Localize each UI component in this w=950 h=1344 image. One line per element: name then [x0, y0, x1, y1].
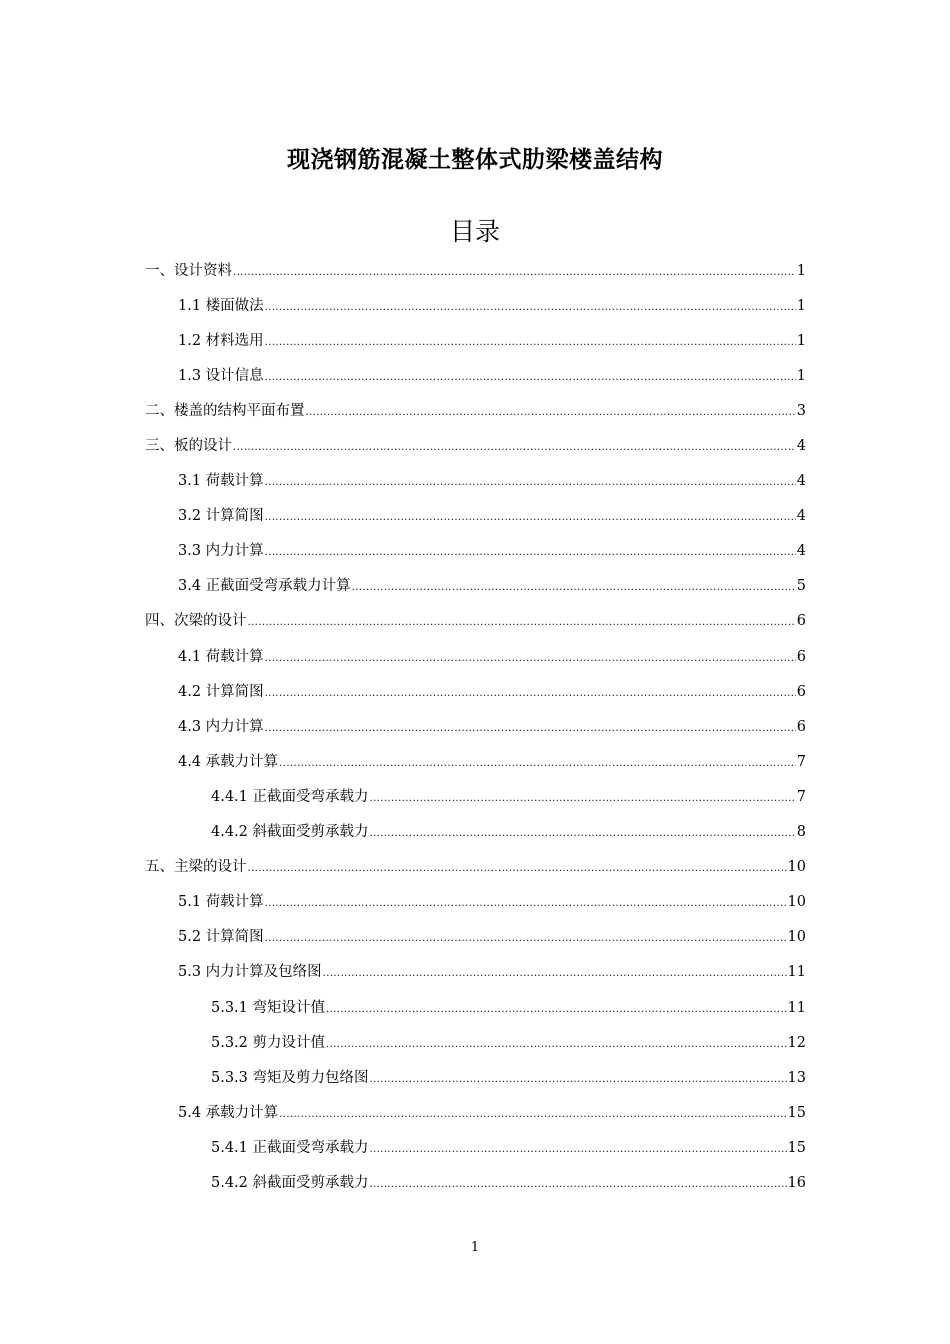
toc-leader-dots	[265, 893, 787, 911]
toc-entry-label: 3.4 正截面受弯承载力计算	[178, 578, 351, 595]
toc-entry[interactable]	[145, 1025, 806, 1060]
toc-entry-label: 3.3 内力计算	[178, 543, 264, 560]
table-of-contents	[145, 253, 806, 1201]
toc-entry[interactable]	[145, 499, 806, 534]
toc-entry-label: 四、次梁的设计	[145, 613, 247, 630]
toc-entry-label: 5.3.1 弯矩设计值	[211, 999, 326, 1016]
toc-entry[interactable]	[145, 639, 806, 674]
toc-entry[interactable]	[145, 1060, 806, 1095]
toc-entry[interactable]	[145, 920, 806, 955]
toc-entry-page: 11	[787, 964, 806, 981]
toc-entry[interactable]	[145, 358, 806, 393]
toc-entry-page: 16	[787, 1174, 806, 1191]
toc-entry-page: 5	[796, 578, 806, 595]
toc-leader-dots	[326, 999, 787, 1017]
toc-leader-dots	[370, 823, 796, 841]
toc-entry[interactable]	[145, 1095, 806, 1130]
toc-entry-label: 3.2 计算简图	[178, 508, 264, 525]
toc-entry[interactable]	[145, 604, 806, 639]
toc-leader-dots	[233, 262, 796, 280]
toc-entry[interactable]	[145, 674, 806, 709]
toc-entry-page: 12	[787, 1034, 806, 1051]
toc-leader-dots	[323, 963, 787, 981]
toc-leader-dots	[265, 297, 796, 315]
toc-entry-label: 4.1 荷载计算	[178, 648, 264, 665]
toc-entry-page: 10	[787, 894, 806, 911]
toc-entry-page: 1	[796, 262, 806, 279]
toc-entry[interactable]	[145, 1165, 806, 1200]
toc-entry-page: 8	[796, 824, 806, 841]
toc-entry-label: 5.2 计算简图	[178, 929, 264, 946]
toc-heading: 目录	[449, 217, 500, 246]
toc-entry[interactable]	[145, 815, 806, 850]
toc-leader-dots	[352, 577, 796, 595]
toc-entry-page: 4	[796, 508, 806, 525]
toc-entry-label: 1.3 设计信息	[178, 367, 264, 384]
toc-leader-dots	[265, 472, 796, 490]
page-number: 1	[470, 1240, 480, 1255]
toc-leader-dots	[265, 367, 796, 385]
toc-entry[interactable]	[145, 1130, 806, 1165]
toc-entry-page: 4	[796, 438, 806, 455]
toc-entry-page: 15	[787, 1139, 806, 1156]
toc-leader-dots	[265, 648, 796, 666]
toc-leader-dots	[233, 437, 796, 455]
toc-entry-page: 13	[787, 1069, 806, 1086]
toc-entry-label: 4.4.2 斜截面受剪承载力	[211, 824, 369, 841]
toc-entry[interactable]	[145, 709, 806, 744]
toc-entry[interactable]	[145, 393, 806, 428]
toc-entry[interactable]	[145, 569, 806, 604]
toc-entry-label: 5.4.2 斜截面受剪承载力	[211, 1174, 369, 1191]
toc-entry-label: 一、设计资料	[145, 262, 232, 279]
toc-leader-dots	[248, 858, 787, 876]
toc-entry-page: 6	[796, 648, 806, 665]
toc-entry-label: 5.1 荷载计算	[178, 894, 264, 911]
toc-entry[interactable]	[145, 288, 806, 323]
toc-entry[interactable]	[145, 253, 806, 288]
toc-entry-label: 4.3 内力计算	[178, 718, 264, 735]
toc-leader-dots	[265, 718, 796, 736]
toc-entry-label: 5.3 内力计算及包络图	[178, 964, 322, 981]
toc-entry-label: 1.2 材料选用	[178, 332, 264, 349]
toc-entry-page: 4	[796, 543, 806, 560]
toc-entry-page: 10	[787, 929, 806, 946]
toc-entry[interactable]	[145, 850, 806, 885]
toc-entry-label: 5.4.1 正截面受弯承载力	[211, 1139, 369, 1156]
toc-entry-page: 1	[796, 332, 806, 349]
toc-leader-dots	[306, 402, 796, 420]
toc-entry[interactable]	[145, 885, 806, 920]
toc-leader-dots	[326, 1034, 787, 1052]
toc-entry-label: 二、楼盖的结构平面布置	[145, 402, 305, 419]
toc-entry-label: 4.4 承载力计算	[178, 753, 279, 770]
toc-entry[interactable]	[145, 779, 806, 814]
toc-entry-page: 7	[796, 753, 806, 770]
toc-entry[interactable]	[145, 744, 806, 779]
toc-entry[interactable]	[145, 428, 806, 463]
toc-entry-page: 15	[787, 1104, 806, 1121]
toc-entry-label: 4.4.1 正截面受弯承载力	[211, 788, 369, 805]
toc-leader-dots	[265, 332, 796, 350]
toc-entry-label: 5.4 承载力计算	[178, 1104, 279, 1121]
toc-leader-dots	[370, 1174, 787, 1192]
toc-leader-dots	[248, 612, 796, 630]
toc-leader-dots	[279, 753, 796, 771]
toc-entry-page: 1	[796, 297, 806, 314]
document-title: 现浇钢筋混凝土整体式肋梁楼盖结构	[287, 147, 663, 173]
toc-entry-label: 3.1 荷载计算	[178, 473, 264, 490]
toc-entry-page: 6	[796, 683, 806, 700]
toc-entry[interactable]	[145, 323, 806, 358]
toc-entry-label: 五、主梁的设计	[145, 859, 247, 876]
toc-entry-label: 4.2 计算简图	[178, 683, 264, 700]
toc-entry[interactable]	[145, 990, 806, 1025]
toc-leader-dots	[279, 1104, 786, 1122]
toc-entry-page: 11	[787, 999, 806, 1016]
toc-leader-dots	[370, 788, 796, 806]
toc-leader-dots	[265, 542, 796, 560]
toc-entry-label: 5.3.2 剪力设计值	[211, 1034, 326, 1051]
toc-entry[interactable]	[145, 955, 806, 990]
toc-entry[interactable]	[145, 464, 806, 499]
toc-leader-dots	[370, 1139, 787, 1157]
toc-entry-page: 3	[796, 402, 806, 419]
toc-entry-page: 6	[796, 718, 806, 735]
toc-entry-label: 1.1 楼面做法	[178, 297, 264, 314]
toc-entry[interactable]	[145, 534, 806, 569]
toc-entry-page: 7	[796, 788, 806, 805]
toc-entry-page: 10	[787, 859, 806, 876]
toc-entry-label: 5.3.3 弯矩及剪力包络图	[211, 1069, 369, 1086]
toc-leader-dots	[265, 507, 796, 525]
toc-leader-dots	[370, 1069, 787, 1087]
toc-entry-page: 4	[796, 473, 806, 490]
toc-leader-dots	[265, 928, 787, 946]
toc-entry-page: 6	[796, 613, 806, 630]
toc-entry-page: 1	[796, 367, 806, 384]
toc-leader-dots	[265, 683, 796, 701]
toc-entry-label: 三、板的设计	[145, 438, 232, 455]
